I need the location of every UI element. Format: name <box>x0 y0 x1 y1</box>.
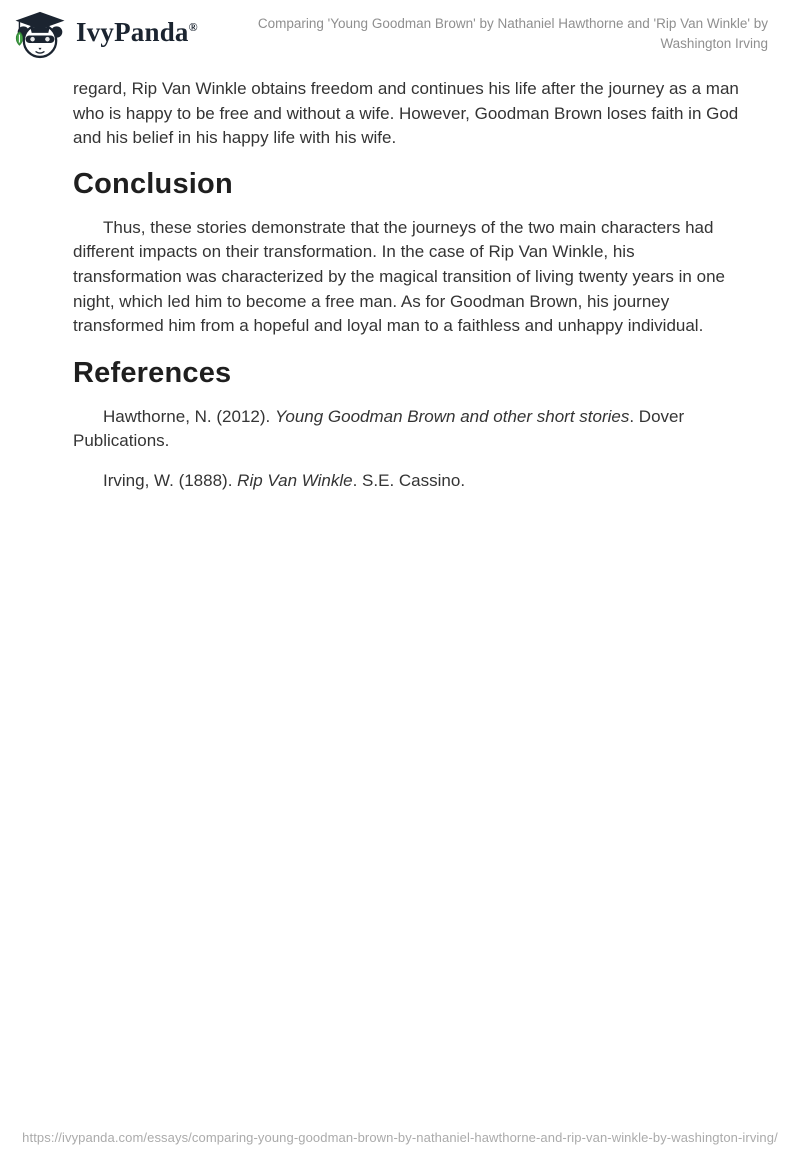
document-header-title: Comparing 'Young Goodman Brown' by Nathaniel Hawthorne and 'Rip Van Winkle' by Washington Irving <box>257 16 768 51</box>
page-header <box>0 0 800 62</box>
reference-author-year: Irving, W. (1888). <box>103 470 238 490</box>
references-heading: References <box>73 356 232 389</box>
reference-work-title: Young Goodman Brown and other short stories <box>274 406 630 426</box>
registered-trademark-symbol: ® <box>188 19 198 34</box>
ivypanda-wordmark-text: IvyPanda <box>76 16 189 47</box>
ivypanda-wordmark <box>76 17 198 48</box>
reference-publisher: . S.E. Cassino. <box>352 470 466 490</box>
essay-body <box>73 77 747 494</box>
reference-author-year: Hawthorne, N. (2012). <box>103 406 275 426</box>
source-url-link[interactable]: https://ivypanda.com/essays/comparing-young-goodman-brown-by-nathaniel-hawthorne-and-rip-van-winkle-by-washington-irving/ <box>22 1130 778 1145</box>
ivypanda-logo <box>12 4 198 60</box>
reference-item <box>73 469 747 494</box>
page-footer <box>0 1129 800 1147</box>
reference-item <box>73 405 747 454</box>
reference-publisher: . Dover Publications. <box>73 406 685 451</box>
reference-work-title: Rip Van Winkle <box>237 470 353 490</box>
conclusion-paragraph: Thus, these stories demonstrate that the journeys of the two main characters had different impacts on their transformation. In the case of Rip Van Winkle, his transformation was characterized by the magical transition of living twenty years in one night, which led him to become a free man. As for Goodman Brown, his journey transformed him from a hopeful and loyal man to a faithless and unhappy individual. <box>73 217 725 336</box>
conclusion-heading: Conclusion <box>73 167 233 200</box>
panda-graduate-icon <box>12 4 68 60</box>
intro-paragraph: regard, Rip Van Winkle obtains freedom and continues his life after the journey as a man who is happy to be free and without a wife. However, Goodman Brown loses faith in God and his belief in his happy life with his wife. <box>73 79 739 148</box>
